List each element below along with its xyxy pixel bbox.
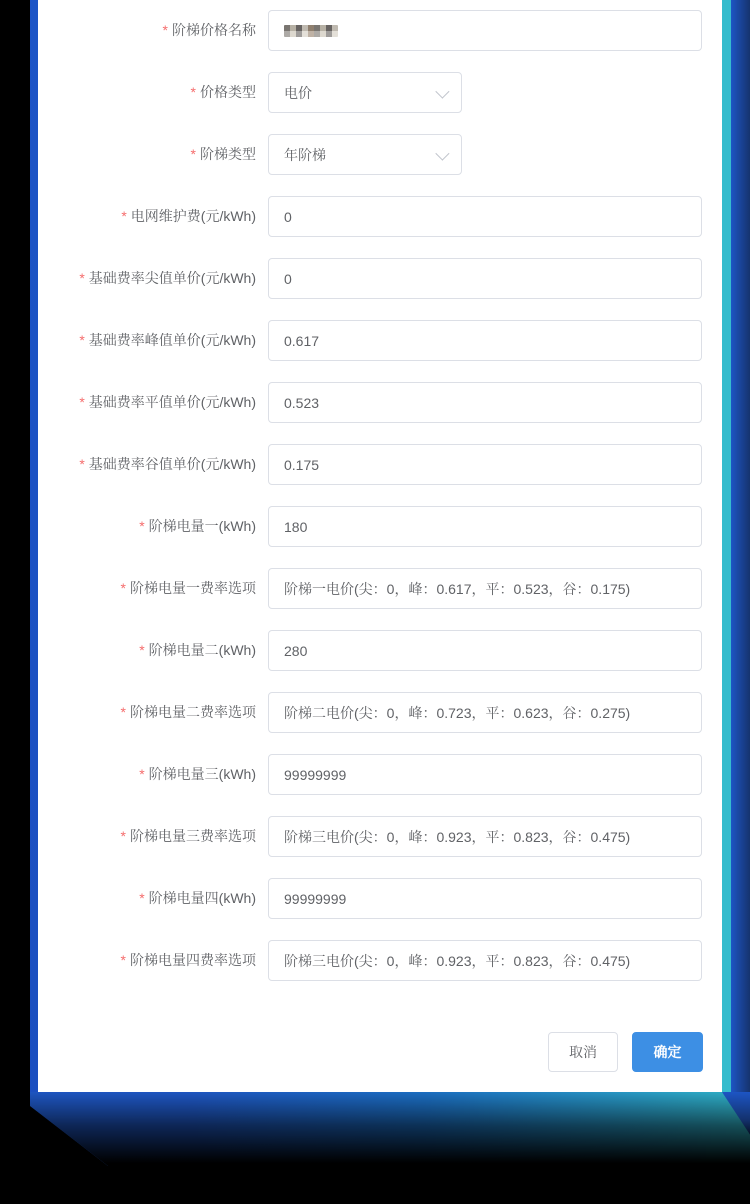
form-row-tier-price-name [38,10,722,51]
field-value: 0 [284,208,292,225]
field-label [38,83,268,101]
frame-left-blue-stripe [30,0,38,1098]
field-label-text: 阶梯电量一(kWh) [148,518,256,535]
required-asterisk: * [121,208,127,225]
form-row-tier-rate-option-3 [38,816,722,857]
text-input-base-valley-price[interactable] [268,444,702,485]
form-row-base-peak-price [38,320,722,361]
field-label [38,269,268,287]
field-label [38,145,268,163]
required-asterisk: * [79,456,85,473]
field-label [38,455,268,473]
field-label [38,517,268,535]
field-value: 0.617 [284,332,320,349]
field-label-text: 基础费率谷值单价(元/kWh) [88,456,256,473]
field-value: 99999999 [284,890,347,907]
field-label-text: 阶梯电量二(kWh) [148,642,256,659]
select-input-price-type[interactable] [268,72,462,113]
field-label [38,889,268,907]
required-asterisk: * [79,270,85,287]
text-input-tier-energy-4[interactable] [268,878,702,919]
form-row-tier-rate-option-4 [38,940,722,981]
chevron-down-icon [435,84,449,98]
field-label [38,21,268,39]
dialog-footer [548,1032,703,1072]
text-input-base-peak-price[interactable] [268,320,702,361]
required-asterisk: * [120,580,126,597]
form-row-base-valley-price [38,444,722,485]
field-value: 0.523 [284,394,320,411]
text-input-tier-rate-option-1[interactable] [268,568,702,609]
form-row-base-flat-price [38,382,722,423]
text-input-tier-rate-option-3[interactable] [268,816,702,857]
field-label [38,331,268,349]
required-asterisk: * [120,704,126,721]
text-input-tier-energy-1[interactable] [268,506,702,547]
form-row-grid-maintenance-fee [38,196,722,237]
form-row-tier-type [38,134,722,175]
field-label-text: 阶梯类型 [200,146,256,163]
text-input-base-sharp-price[interactable] [268,258,702,299]
text-input-tier-energy-2[interactable] [268,630,702,671]
field-value: 阶梯二电价(尖：0，峰：0.723，平：0.623，谷：0.275) [284,704,631,721]
field-label-text: 基础费率尖值单价(元/kWh) [88,270,256,287]
form-row-tier-energy-3 [38,754,722,795]
text-input-tier-rate-option-2[interactable] [268,692,702,733]
text-input-grid-maintenance-fee[interactable] [268,196,702,237]
required-asterisk: * [79,394,85,411]
form-rows [38,10,722,981]
cancel-button[interactable]: 取消 [548,1032,618,1072]
text-input-base-flat-price[interactable] [268,382,702,423]
field-label-text: 阶梯电量三费率选项 [130,828,256,845]
confirm-button[interactable]: 确定 [632,1032,703,1072]
field-value: 280 [284,642,308,659]
field-label [38,951,268,969]
frame-bottom-glow-band [30,1092,750,1166]
field-label-text: 阶梯电量三(kWh) [148,766,256,783]
chevron-down-icon [435,146,449,160]
required-asterisk: * [139,766,145,783]
form-row-tier-energy-4 [38,878,722,919]
required-asterisk: * [120,952,126,969]
redacted-value-mosaic [284,25,338,37]
field-label-text: 阶梯价格名称 [172,22,256,39]
required-asterisk: * [79,332,85,349]
required-asterisk: * [162,22,168,39]
field-value: 0.175 [284,456,320,473]
form-row-base-sharp-price [38,258,722,299]
form-row-tier-rate-option-1 [38,568,722,609]
field-value: 0 [284,270,292,287]
field-label [38,393,268,411]
field-label [38,641,268,659]
field-value: 年阶梯 [284,146,326,163]
required-asterisk: * [139,642,145,659]
text-input-tier-rate-option-4[interactable] [268,940,702,981]
field-label [38,827,268,845]
text-input-tier-price-name[interactable] [268,10,702,51]
frame-right-blue-stripe [731,0,750,1096]
required-asterisk: * [190,146,196,163]
frame-right-cyan-stripe [722,0,731,1096]
field-label-text: 阶梯电量二费率选项 [130,704,256,721]
required-asterisk: * [120,828,126,845]
text-input-tier-energy-3[interactable] [268,754,702,795]
form-row-tier-rate-option-2 [38,692,722,733]
field-value: 电价 [284,84,312,101]
field-label-text: 价格类型 [200,84,256,101]
field-label [38,207,268,225]
field-label-text: 基础费率平值单价(元/kWh) [88,394,256,411]
form-row-tier-energy-1 [38,506,722,547]
form-row-tier-energy-2 [38,630,722,671]
form-row-price-type [38,72,722,113]
field-value: 99999999 [284,766,347,783]
field-label [38,765,268,783]
field-value: 阶梯三电价(尖：0，峰：0.923，平：0.823，谷：0.475) [284,952,631,969]
field-label-text: 阶梯电量四(kWh) [148,890,256,907]
field-label [38,579,268,597]
form-panel [38,0,722,1092]
field-value: 阶梯三电价(尖：0，峰：0.923，平：0.823，谷：0.475) [284,828,631,845]
field-label-text: 电网维护费(元/kWh) [130,208,256,225]
field-value: 阶梯一电价(尖：0，峰：0.617，平：0.523，谷：0.175) [284,580,631,597]
field-value: 180 [284,518,308,535]
required-asterisk: * [139,518,145,535]
field-label-text: 阶梯电量四费率选项 [130,952,256,969]
field-label [38,703,268,721]
required-asterisk: * [139,890,145,907]
select-input-tier-type[interactable] [268,134,462,175]
required-asterisk: * [190,84,196,101]
field-label-text: 基础费率峰值单价(元/kWh) [88,332,256,349]
field-label-text: 阶梯电量一费率选项 [130,580,256,597]
